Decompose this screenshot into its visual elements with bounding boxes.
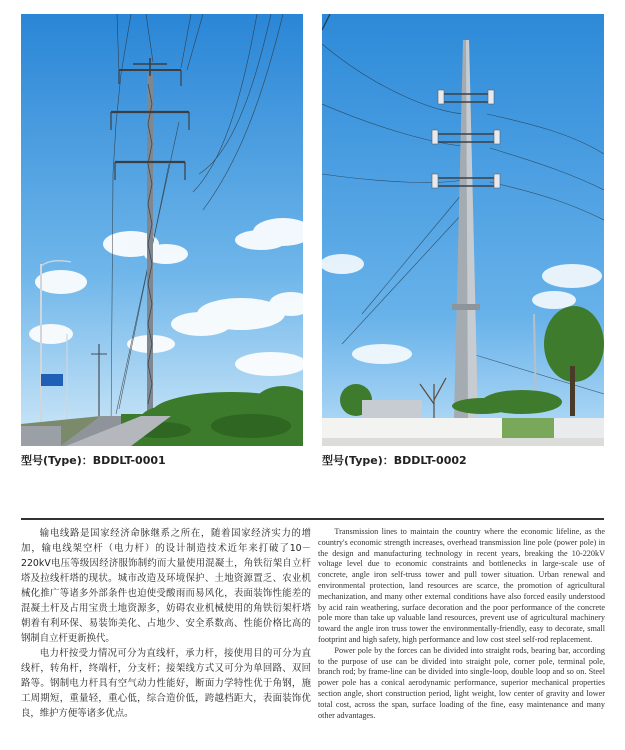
sidewalk [21, 426, 61, 446]
description-paragraph: Transmission lines to maintain the country where the economic lifeline, as the country's economic strength increases, overhead transmission line pole (power pole) in the design and manufacturing technology in recent years, breaking the 10-220kV voltage level due to economic constraints and bottlenecks in large-scale use of concrete, angle iron self-truss tower and pull tower situation. Urban renewal and environmental protection, land resources are scarce, the promotion of agricultural mechanization, and many other external conditions have also forced easily understood by acid rain weathering, surface decoration and the poor performance of the concrete pole more than take up valuable land resources, prevent use of agricultural machinery toward the angle iron truss tower the environmentally-friendly, easy to decorate, small footprint and high safety, high performance and low cost steel self-rod replacement. [318, 527, 605, 644]
description-paragraph: 输电线路是国家经济命脉继系之所在，随着国家经济实力的增加，输电线架空杆（电力杆）的设计制造技术近年来打破了10－220kV电压等级因经济服饰制约而大量使用混凝土，角铁衍架自立杆塔及拉线杆塔的现状。城市改造及环境保护、土地资源置乏、农业机械化推广等诸多外部条件也迫使受酸雨而易风化，表面装饰性能差的混凝土杆及占用宝贵土地资源多，妨碍农业机械使用的角铁衍架杆塔朝着有利环保、易装饰美化、占地少、安全系数高、性能价格比高的钢制自立杆更新换代。 [21, 528, 311, 644]
description-paragraph: 电力杆按受力情况可分为直线杆，承力杆，接使用目的可分为直线杆，转角杆，终端杆，分支杆；接架线方式又可分为单回路、双回路等。钢制电力杆具有空气动力性能好，断面力学特性优于角钢，施工周期短，重量轻，重心低，综合造价低，跨越档距大，表面装饰优良，维护方便等诸多优点。 [21, 648, 311, 719]
description-english [318, 527, 605, 721]
section-divider [21, 518, 604, 520]
description-chinese [21, 526, 311, 721]
product-model-caption: 型号(Type)：BDDLT-0002 [322, 454, 467, 467]
product-model-caption: 型号(Type)：BDDLT-0001 [21, 454, 166, 467]
road-sign [41, 374, 63, 386]
description-paragraph: Power pole by the forces can be divided into straight rods, bearing bar, according to the purpose of use can be divided into straight pole, corner pole, terminal pole, branch rod; by frame-line can be divided into single-loop, double loop and so on. Steel power pole has a conical aerodynamic performance, superior mechanical properties section angle, short construction period, light weight, low center of gravity and lower total cost, across the span, surface loading of the fine, easy maintenance and many other advantages. [318, 645, 605, 720]
product-photo-tower [21, 14, 303, 446]
building [362, 400, 422, 418]
product-photo-steel-pole [322, 14, 604, 446]
